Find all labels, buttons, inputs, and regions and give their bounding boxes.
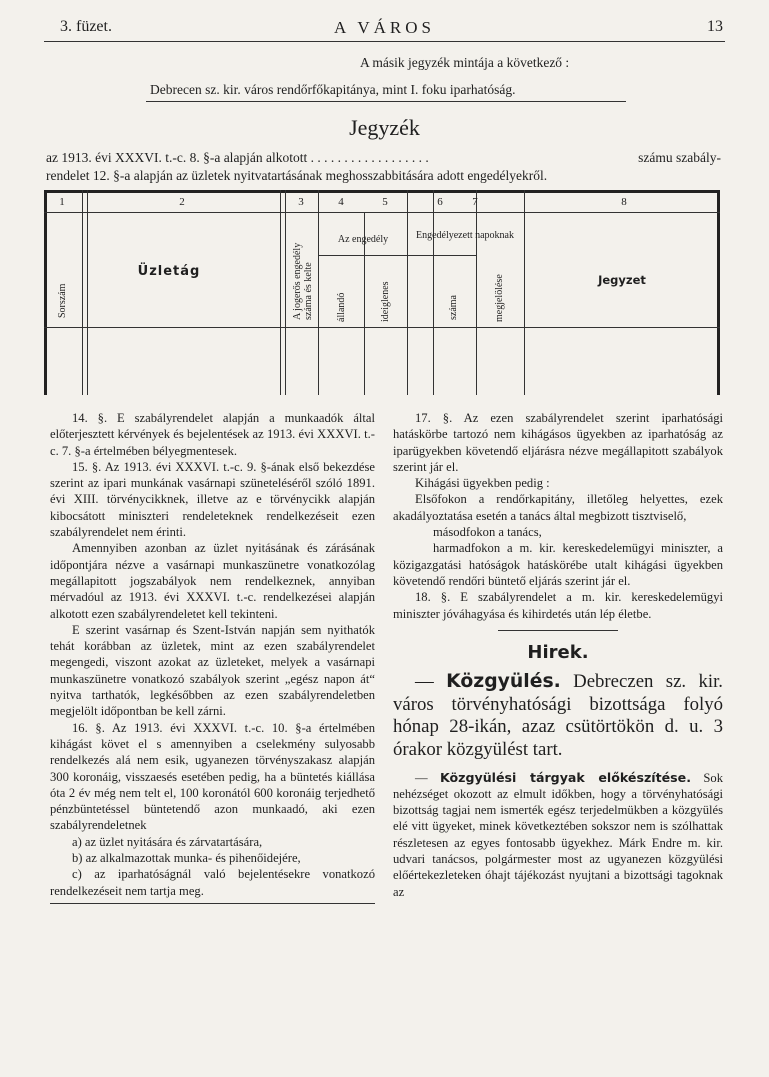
jegyzek-line-2: rendelet 12. §-a alapján az üzletek nyitvatartásának meghosszabbitására adott engedélyekről. [46,168,548,183]
issue-number: 3. füzet. [60,18,112,35]
table-col-line [280,190,281,395]
kozgyules-text: Debreczen sz. kir. város törvényhatósági bizottsága folyó hónap 28-ikán, azaz csütörtökön d. u. 3 órakor közgyülést tart. [393,671,724,760]
elokeszites-text: Sok nehézséget okozott az elmult időkben, hogy a törvényhatósági bizottság tagjai nem ismerték egész terjedelmükben a közgyülés elé vitt ügyeket, minek következtében sokszor nem is szólhattak részletesen az egyes fontosabb ügyekhez. Márk Endre m. kir. udvari tanácsos, polgármester most az ugyanezen közgyülési előértekezleteken óhajt tájékozást nyujtani a bizottsági tagoknak az [393,770,723,899]
header-rule [44,41,725,42]
paragraph-14: 14. §. E szabályrendelet alapján a munkaadók által előterjesztett kérvények és bejelentések az 1913. évi XXXVI. t.-c. 7. §-a értelmében bélyegmentesek. [50,411,375,458]
section-rule [498,630,618,631]
table-rule [318,255,477,256]
kozgyules-news: — Közgyülés. Debreczen sz. kir. város törvényhatósági bizottsága folyó hónap 28-ikán, azaz csütörtökön d. u. 3 órakor közgyülést tart. [393,671,724,760]
kihagasi-line: Kihágási ügyekben pedig : [415,476,550,491]
item-a: a) az üzlet nyitására és zárvatartására, [72,834,263,849]
journal-title: A VÁROS [334,18,435,37]
col-number: 3 [298,196,304,208]
col-number: 2 [179,196,185,208]
paragraph-15-amennyiben: Amennyiben azonban az üzlet nyitásának és zárásának időpontjára nézve a vasárnapi munkaszünetre vonatkozólag megállapitott jogszabályok nem rendelkeznek, annyiban mérvadóul az 1913. évi XXXVI. t.-c. rendelkezései alapján alkotott ezen szabályrendeletet kell tekinteni. [50,541,375,621]
header-megjelolese: megjelölése [494,274,505,322]
header-uzletag: Üzletág [137,264,201,279]
header-jogeros: A jogerős engedély száma és kelte [292,242,314,320]
table-col-line [407,190,408,395]
header-allando: állandó [336,292,347,322]
header-szama: száma [448,295,459,320]
table-col-line [476,190,477,395]
col-number: 5 [382,196,388,208]
jegyzek-line-1-left: az 1913. évi XXXVI. t.-c. 8. §-a alapján alkotott . . . . . . . . . . . . . . . . . . [46,150,429,165]
left-column [50,410,375,904]
harmadfokon: harmadfokon a m. kir. kereskedelemügyi miniszter, a közigazgatási hatóságok hatáskörébe utalt kihágási ügyekben követendő rendőri büntető eljárás szerint jár el. [393,541,723,588]
intro-rule [146,101,626,102]
jegyzek-line-1 [46,150,721,166]
elokeszites-title: Közgyülési tárgyak előkészítése. [439,769,692,785]
page-header [44,16,725,38]
table-rule [44,327,720,328]
table-col-line [285,190,286,395]
paragraph-15: 15. §. Az 1913. évi XXXVI. t.-c. 9. §-ának első bekezdése szerint az ipari munkának vasárnapi szüneteléséről szóló 1891. évi XIII. törvénycikknek, illetve az e törvénycikk alapján kibocsátott miniszteri rendeleteknek rendelkezéseit ezen szabályrendelet nem érinti. [50,459,375,540]
header-ideiglenes: ideiglenes [380,281,391,322]
paragraph-16: 16. §. Az 1913. évi XXXVI. t.-c. 10. §-a értelmében kihágást követ el s amennyiben a cselekmény sulyosabb rendelkezés alá nem esik, ugyanezen törvényszakasz alapján 300 koronáig, visszaesés esetében pedig, ha a büntetés kiállása óta 2 év még nem telt el, 100 koronától 600 koronáig terjedhető pénzbüntetéssel büntetendő azon munkaadó, aki ezen szabályrendeletnek [50,720,375,833]
intro-line-2: Debrecen sz. kir. város rendőrfőkapitánya, mint I. foku iparhatóság. [150,82,516,97]
table-col-line [524,190,525,395]
page-number: 13 [707,18,723,35]
paragraph-18: 18. §. E szabályrendelet a m. kir. kereskedelemügyi miniszter jóváhagyása és kihirdetés után lép életbe. [393,590,723,621]
paragraph-15-eszerint: E szerint vasárnap és Szent-István napján sem nyithatók tehát korábban az üzletek, mint az ezen szabályrendelet megengedi, viszont azokat az üzleteket, melyek a vasárnapi munkaszünetre vonatkozó szabályok szerint „egész napon át“ nyitva tarthatók, legkésőbben az ezen szabályrendeletben megjelölt időpontban be kell zárni. [50,622,375,719]
paragraph-17: 17. §. Az ezen szabályrendelet szerint iparhatósági hatáskörbe tartozó nem kihágásos ügyekben az iparhatóság az iparügyekben követendő eljárásra nézve megállapitott szabályok szerint jár el. [393,411,723,474]
intro-line-1: A másik jegyzék mintája a következő : [360,55,570,70]
col-number: 4 [338,196,344,208]
header-sorszam: Sorszám [57,283,68,318]
column-end-rule [50,903,375,904]
col-number: 6 [437,196,443,208]
header-jegyzet: Jegyzet [598,273,646,287]
table-col-line [82,190,83,395]
elokeszites-news: — Közgyülési tárgyak előkészítése. Sok nehézséget okozott az elmult időkben, hogy a törvényhatósági bizottság tagjai nem ismerték egész terjedelmükben a közgyülés elé vitt ügyeket, minek következtében sokszor nem is szólhattak részletesen az egyes fontosabb ügyekhez. Márk Endre m. kir. udvari tanácsos, polgármester most az ugyanezen közgyülési előértekezleteken óhajt tájékozást nyujtani a bizottsági tagoknak az [393,769,723,899]
jegyzek-title: Jegyzék [349,115,420,140]
hirek-heading: Hirek. [527,641,589,663]
item-c: c) az iparhatóságnál való bejelentésekre vonatkozó rendelkezéseit nem tartja meg. [50,867,375,898]
form-table [44,190,720,395]
col-number: 7 [472,196,478,208]
elsofokon: Elsőfokon a rendőrkapitány, illetőleg helyettes, ezek akadályoztatása esetén a tanács által megbizott tisztviselő, [393,492,723,523]
col-number: 8 [621,196,627,208]
item-b: b) az alkalmazottak munka- és pihenőidejére, [72,851,301,866]
header-az-engedely: Az engedély [337,234,389,245]
jegyzek-line-1-right: számu szabály- [638,150,721,165]
table-col-line [318,190,319,395]
col-number: 1 [59,196,65,208]
table-rule [44,212,720,213]
kozgyules-title: Közgyülés. [446,671,561,693]
table-col-line [87,190,88,395]
right-column [393,410,723,900]
masodfokon: másodfokon a tanács, [433,525,542,540]
table-col-line [433,190,434,395]
header-engedelyezett-napoknak: Engedélyezett napoknak [415,230,514,241]
